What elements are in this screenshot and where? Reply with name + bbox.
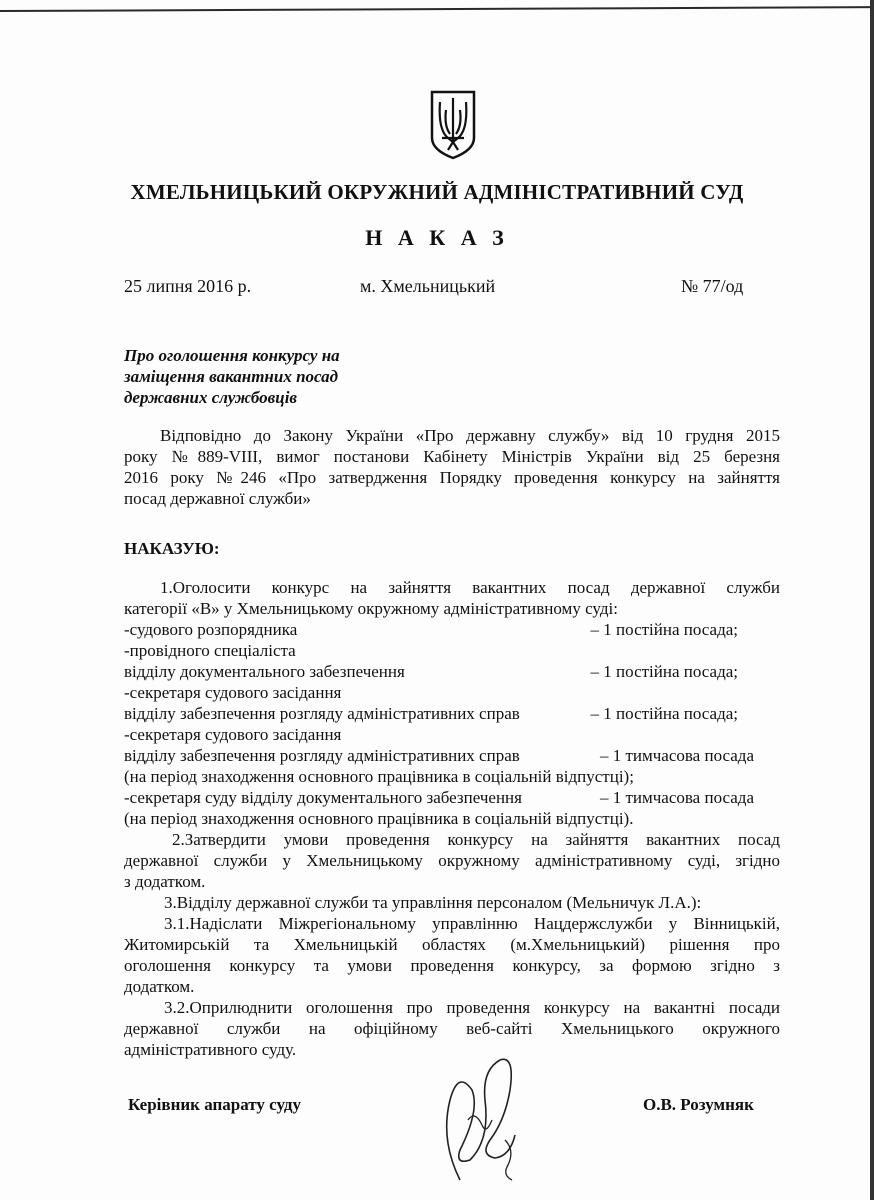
- preamble-line: посад державної служби»: [124, 489, 311, 508]
- position-row: [124, 682, 780, 703]
- position-name: (на період знаходження основного працівника в соціальній відпустці).: [124, 809, 634, 828]
- position-count: – 1 тимчасова посада: [599, 788, 754, 807]
- position-name: -провідного спеціаліста: [124, 641, 296, 660]
- item-3-2-line: 3.2.Оприлюднити оголошення про проведення конкурсу на вакантні посади: [164, 998, 780, 1017]
- trident-emblem-icon: [428, 90, 478, 160]
- subject-line: Про оголошення конкурсу на: [124, 346, 340, 365]
- order-subject: [124, 345, 404, 408]
- item-1-line: 1.Оголосити конкурс на зайняття вакантних посад державної служби: [160, 578, 780, 597]
- position-count: [738, 682, 780, 703]
- item-3-1-line: оголошення конкурсу та умови проведення конкурсу, за формою згідно з: [124, 956, 780, 975]
- position-row: [124, 724, 780, 745]
- item-3-1-line: додатком.: [124, 977, 195, 996]
- position-row: [124, 661, 780, 682]
- position-count: [738, 766, 780, 787]
- subject-line: заміщення вакантних посад: [124, 367, 339, 386]
- position-name: відділу забезпечення розгляду адміністративних справ: [124, 704, 520, 723]
- item-3-1-line: Житомирській та Хмельницькій областях (м.Хмельницький) рішення про: [124, 935, 780, 954]
- item-1-line: категорії «В» у Хмельницькому окружному адміністративному суді:: [124, 599, 618, 618]
- position-name: -секретаря судового засідання: [124, 683, 342, 702]
- order-date: 25 липня 2016 р.: [124, 276, 252, 296]
- position-name: -секретаря судового засідання: [124, 725, 342, 744]
- preamble-line: Відповідно до Закону України «Про державну службу» від 10 грудня 2015: [160, 426, 780, 445]
- item-2-line: з додатком.: [124, 872, 206, 891]
- position-row: [124, 619, 780, 640]
- position-count: – 1 тимчасова посада: [599, 746, 754, 765]
- preamble-line: року №889-VIII, вимог постанови Кабінету Міністрів України від 25 березня: [124, 447, 780, 466]
- position-count: – 1 постійна посада;: [590, 704, 738, 723]
- item-3-2-line: адміністративного суду.: [124, 1040, 297, 1059]
- position-row: [124, 703, 780, 724]
- order-city: м. Хмельницький: [360, 276, 496, 296]
- position-count: – 1 постійна посада;: [590, 662, 738, 681]
- court-name: ХМЕЛЬНИЦЬКИЙ ОКРУЖНИЙ АДМІНІСТРАТИВНИЙ СУД: [130, 180, 744, 204]
- position-row: [124, 787, 780, 808]
- item-2-line: 2.Затвердити умови проведення конкурсу на зайняття вакантних посад: [172, 830, 780, 849]
- position-count: – 1 постійна посада;: [590, 620, 738, 639]
- item-3-1-line: 3.1.Надіслати Міжрегіональному управлінню Нацдержслужби у Вінницькій,: [164, 914, 780, 933]
- item-2-line: державної служби у Хмельницькому окружному адміністративному суді, згідно: [124, 851, 780, 870]
- subject-line: державних службовців: [124, 388, 298, 407]
- position-row: [124, 766, 780, 787]
- position-count: [738, 808, 780, 829]
- document-type: Н А К А З: [365, 225, 509, 250]
- position-name: відділу документального забезпечення: [124, 662, 405, 681]
- signer-name: О.В. Розумняк: [643, 1095, 754, 1114]
- handwritten-signature: [420, 1040, 550, 1190]
- position-count: [738, 724, 780, 745]
- position-name: -судового розпорядника: [124, 620, 298, 639]
- order-directive-heading: НАКАЗУЮ:: [124, 539, 220, 558]
- item-3-2-line: державної служби на офіційному веб-сайті Хмельницького окружного: [124, 1019, 780, 1038]
- position-name: -секретаря суду відділу документального забезпечення: [124, 788, 522, 807]
- preamble: [124, 425, 780, 509]
- position-name: відділу забезпечення розгляду адміністративних справ: [124, 746, 520, 765]
- position-row: [124, 808, 780, 829]
- position-name: (на період знаходження основного працівника в соціальній відпустці);: [124, 767, 634, 786]
- item-3-line: 3.Відділу державної служби та управління персоналом (Мельничук Л.А.):: [164, 893, 702, 912]
- position-count: [738, 640, 780, 661]
- position-row: [124, 745, 780, 766]
- order-number: № 77/од: [681, 276, 744, 296]
- scan-edge-line: [0, 6, 874, 12]
- signer-role: Керівник апарату суду: [128, 1095, 302, 1114]
- order-items: [124, 577, 780, 1060]
- position-row: [124, 640, 780, 661]
- preamble-line: 2016 року №246 «Про затвердження Порядку проведення конкурсу на зайняття: [124, 468, 780, 487]
